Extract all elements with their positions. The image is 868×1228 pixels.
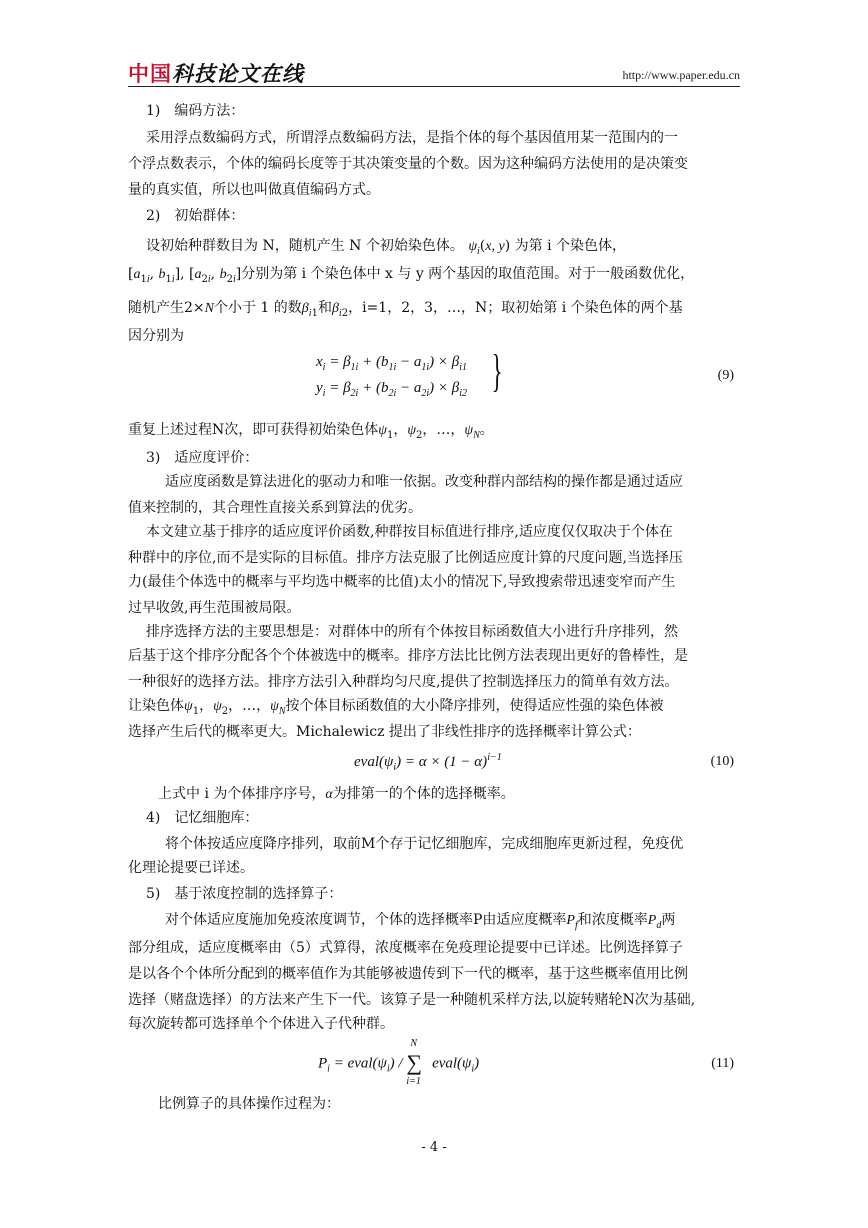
section-heading-selection-operator: 5) 基于浓度控制的选择算子： xyxy=(146,886,343,902)
equation-9-brace: } xyxy=(491,345,503,396)
site-logo: 中国科技论文在线 xyxy=(128,62,304,86)
math-2xN: 2×N xyxy=(184,300,214,316)
paragraph-line: 选择（赌盘选择）的方法来产生下一代。该算子是一种随机采样方法,以旋转赌轮N次为基础, xyxy=(128,992,696,1008)
header-rule xyxy=(128,86,740,87)
paragraph-line: 排序选择方法的主要思想是：对群体中的所有个体按目标函数值大小进行升序排列，然 xyxy=(146,624,678,640)
paragraph-line: 量的真实值，所以也叫做真值编码方式。 xyxy=(128,182,380,198)
paragraph-line: 采用浮点数编码方式，所谓浮点数编码方法，是指个体的每个基因值用某一范围内的一 xyxy=(146,130,678,146)
math-beta-i2: $\beta_{i2}$ xyxy=(331,301,349,319)
paragraph-line: 每次旋转都可选择单个个体进入子代种群。 xyxy=(128,1016,394,1032)
section-heading-initial-population: 2) 初始群体： xyxy=(146,208,245,224)
paragraph-line: 让染色体$\psi_1$，$\psi_2$，…，$\psi_N$按个体目标函数值的大小降序排列，使得适应性强的染色体被 xyxy=(128,698,664,717)
equation-9-line2: $y_i = \beta_{2i} + (b_{2i} - a_{2i}) \times \beta_{i2}$ xyxy=(316,380,468,399)
paragraph-line: 因分别为 xyxy=(128,328,184,344)
math-alpha: α xyxy=(325,787,333,802)
equation-9-line1: $x_i = \beta_{1i} + (b_{1i} - a_{1i}) \times \beta_{i1}$ xyxy=(316,354,468,373)
equation-9-number: (9) xyxy=(717,368,734,383)
paragraph-line: 重复上述过程N次，即可获得初始染色体$\psi_1$，$\psi_2$，…，$\psi_N$。 xyxy=(128,422,494,441)
paragraph-line: 部分组成，适应度概率由（5）式算得，浓度概率在免疫理论提要中已详述。比例选择算子 xyxy=(128,940,683,956)
header-url[interactable]: http://www.paper.edu.cn xyxy=(622,68,740,82)
math-Pd: $P_d$ xyxy=(647,913,662,931)
equation-10-number: (10) xyxy=(710,754,734,769)
paragraph-line: 将个体按适应度降序排列，取前M个存于记忆细胞库，完成细胞库更新过程，免疫优 xyxy=(165,836,684,852)
math-psi-i-xy: $\psi_i(x$, y) xyxy=(468,238,511,257)
paragraph-line: 后基于这个排序分配各个个体被选中的概率。排序方法比比例方法表现出更好的鲁棒性，是 xyxy=(128,648,688,664)
paragraph-line: 选择产生后代的概率更大。Michalewicz 提出了非线性排序的选择概率计算公式： xyxy=(128,724,641,740)
math-beta-i1: $\beta_{i1}$ xyxy=(301,301,318,319)
paragraph-line: 种群中的序位,而不是实际的目标值。排序方法克服了比例适应度计算的尺度问题,当选择压 xyxy=(128,550,683,566)
paragraph-line: 上式中 i 为个体排序序号，α为排第一的个体的选择概率。 xyxy=(158,786,515,802)
math-psi-list-2: $\psi_1$，$\psi_2$，…，$\psi_N$ xyxy=(184,698,286,717)
section-heading-memory-cells: 4) 记忆细胞库： xyxy=(146,810,259,826)
paragraph-line: 力(最佳个体选中的概率与平均选中概率的比值)太小的情况下,导致搜索带迅速变窄而产生 xyxy=(128,574,676,590)
equation-11-number: (11) xyxy=(711,1056,734,1071)
paragraph-line: 随机产生2×N个小于 1 的数$\beta_{i1}$和$\beta_{i2}$，i=1，2，3，…，N；取初始第 i 个染色体的两个基 xyxy=(128,300,683,319)
paragraph-line: 一种很好的选择方法。排序方法引入种群均匀尺度,提供了控制选择压力的简单有效方法。 xyxy=(128,674,679,690)
paragraph-line: 本文建立基于排序的适应度评价函数,种群按目标值进行排序,适应度仅仅取决于个体在 xyxy=(146,524,673,540)
paragraph-line: 对个体适应度施加免疫浓度调节，个体的选择概率P由适应度概率$P_f$和浓度概率$P_d$两 xyxy=(165,912,676,931)
paragraph-line: 化理论提要已详述。 xyxy=(128,860,254,876)
paragraph-line: 是以各个个体所分配到的概率值作为其能够被遗传到下一代的概率，基于这些概率值用比例 xyxy=(128,966,688,982)
paragraph-line: [$a_{1i}$, $b_{1i}$], [$a_{2i}$, $b_{2i}$]分别为第 i 个染色体中 x 与 y 两个基因的取值范围。对于一般函数优化， xyxy=(128,266,695,285)
paragraph-line: 个浮点数表示，个体的编码长度等于其决策变量的个数。因为这种编码方法使用的是决策变 xyxy=(128,156,688,172)
math-Pf: $P_f$ xyxy=(566,913,578,931)
section-heading-fitness: 3) 适应度评价： xyxy=(146,450,259,466)
equation-10: $eval(\psi_i) = \alpha \times (1 - \alpha)^{i-1}$ xyxy=(354,752,502,773)
paragraph-line: 过早收敛,再生范围被局限。 xyxy=(128,600,301,616)
paragraph-line: 设初始种群数目为 N，随机产生 N 个初始染色体。 $\psi_i(x$, y) 为第 i 个染色体， xyxy=(146,238,627,257)
paragraph-line: 适应度函数是算法进化的驱动力和唯一依据。改变种群内部结构的操作都是通过适应 xyxy=(165,474,683,490)
page-number: - 4 - xyxy=(421,1140,447,1155)
math-interval: [$a_{1i}$, $b_{1i}$], [$a_{2i}$, $b_{2i}$] xyxy=(128,266,242,285)
section-heading-encoding: 1) 编码方法： xyxy=(146,103,245,119)
paragraph-line: 值来控制的，其合理性直接关系到算法的优劣。 xyxy=(128,500,422,516)
page-header xyxy=(128,58,740,88)
equation-11: $P_i$ = $eval(\psi_i)$ / N ∑ i=1 $eval(\psi_i)$ xyxy=(318,1038,480,1087)
math-psi-list: $\psi_1$，$\psi_2$，…，$\psi_N$。 xyxy=(378,422,494,441)
paragraph-line: 比例算子的具体操作过程为： xyxy=(158,1096,340,1112)
